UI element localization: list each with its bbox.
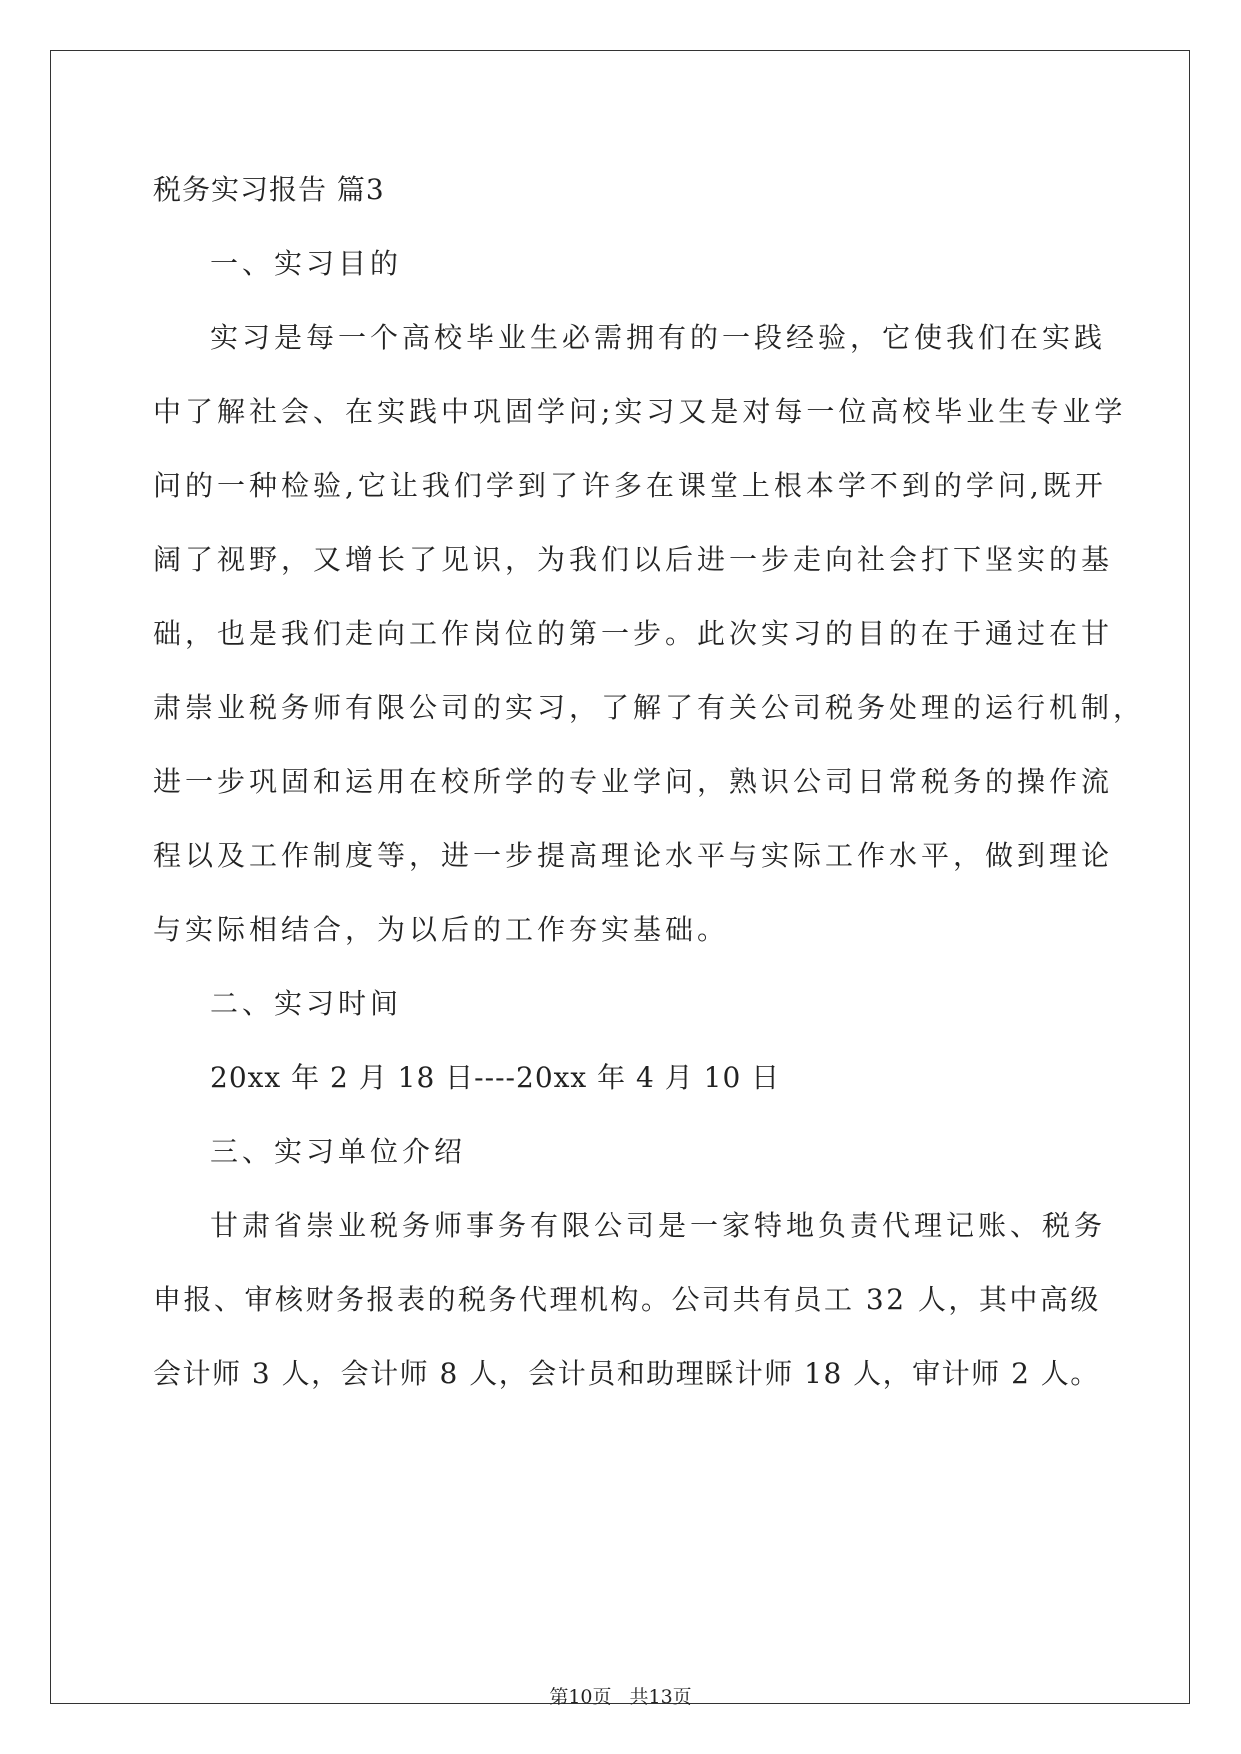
- section-heading-time: 二、实习时间: [210, 987, 403, 1020]
- paragraph-line: 程以及工作制度等，进一步提高理论水平与实际工作水平，做到理论: [153, 839, 1114, 872]
- section-heading-purpose: 一、实习目的: [210, 247, 403, 280]
- page-border: [50, 50, 1190, 1704]
- paragraph-line: 实习是每一个高校毕业生必需拥有的一段经验，它使我们在实践: [210, 321, 1107, 354]
- paragraph-line: 问的一种检验,它让我们学到了许多在课堂上根本学不到的学问,既开: [153, 469, 1107, 502]
- paragraph-line: 进一步巩固和运用在校所学的专业学问，熟识公司日常税务的操作流: [153, 765, 1114, 798]
- total-pages: 共13页: [629, 1686, 692, 1708]
- paragraph-line: 申报、审核财务报表的税务代理机构。公司共有员工 32 人，其中高级: [153, 1283, 1101, 1316]
- paragraph-line: 会计师 3 人，会计师 8 人，会计员和助理睬计师 18 人，审计师 2 人。: [153, 1357, 1100, 1390]
- paragraph-line: 础，也是我们走向工作岗位的第一步。此次实习的目的在于通过在甘: [153, 617, 1114, 650]
- paragraph-line: 阔了视野，又增长了见识，为我们以后进一步走向社会打下坚实的基: [153, 543, 1114, 576]
- paragraph-line: 肃崇业税务师有限公司的实习，了解了有关公司税务处理的运行机制，: [153, 691, 1146, 724]
- paragraph-line: 与实际相结合，为以后的工作夯实基础。: [153, 913, 730, 946]
- paragraph-line: 中了解社会、在实践中巩固学问;实习又是对每一位高校毕业生专业学: [153, 395, 1127, 428]
- internship-dates: 20xx 年 2 月 18 日----20xx 年 4 月 10 日: [210, 1061, 781, 1094]
- section-heading-unit: 三、实习单位介绍: [210, 1135, 467, 1168]
- page-footer: [0, 1685, 1241, 1709]
- current-page-number: 第10页: [549, 1686, 612, 1708]
- document-title: 税务实习报告 篇3: [153, 173, 385, 206]
- paragraph-line: 甘肃省崇业税务师事务有限公司是一家特地负责代理记账、税务: [210, 1209, 1107, 1242]
